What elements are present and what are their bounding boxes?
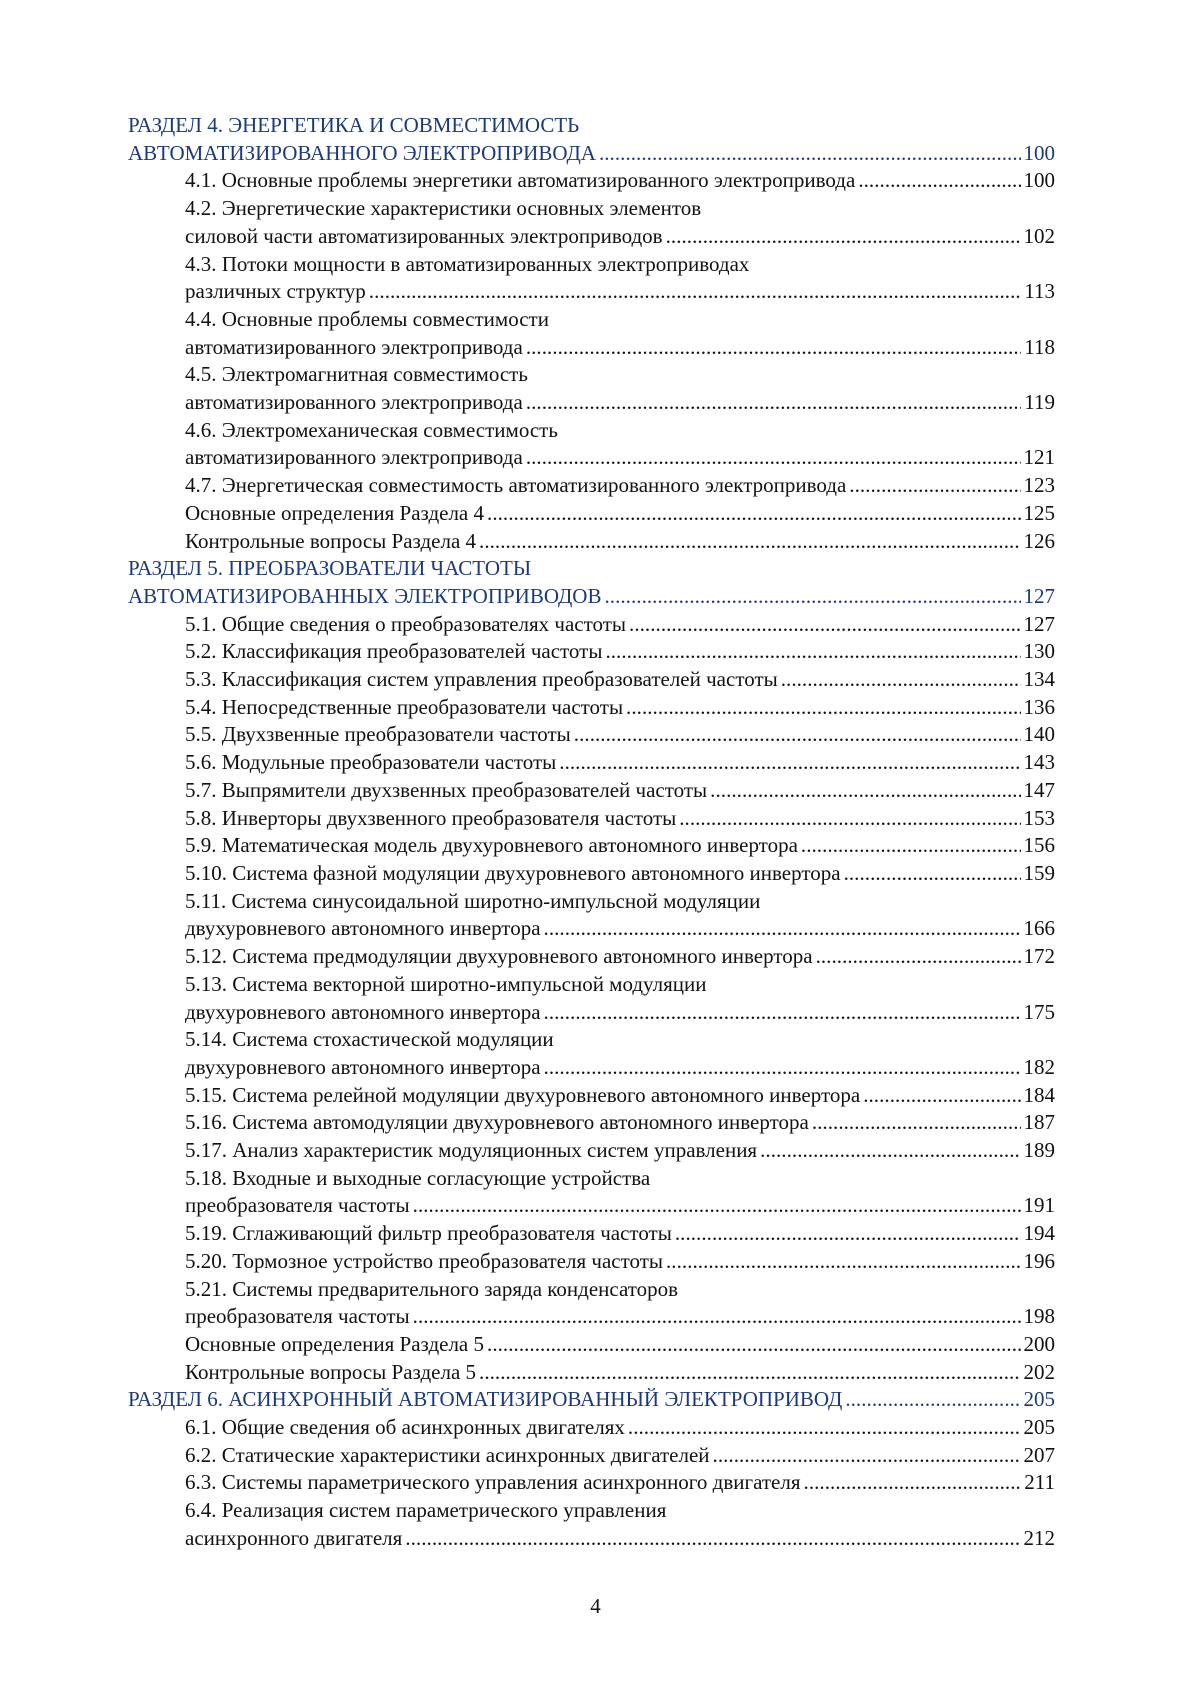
toc-entry-title-line: 5.21. Системы предварительного заряда конденсаторов (185, 1276, 679, 1301)
toc-entry-leader-row (185, 805, 1055, 833)
dot-leader (863, 1082, 1020, 1110)
toc-subsection-entry[interactable] (128, 1220, 1055, 1248)
toc-subsection-entry[interactable] (128, 611, 1055, 639)
toc-entry-leader-row (185, 666, 1055, 694)
toc-entry-title-line: 4.1. Основные проблемы энергетики автоматизированного электропривода (185, 168, 856, 193)
toc-entry-title-line: 5.19. Сглаживающий фильтр преобразователя частоты (185, 1221, 672, 1246)
toc-entry-title-line: 6.4. Реализация систем параметрического управления (185, 1498, 667, 1523)
toc-entry-title-line: РАЗДЕЛ 6. АСИНХРОННЫЙ АВТОМАТИЗИРОВАННЫЙ ЭЛЕКТРОПРИВОД (128, 1387, 843, 1412)
toc-entry-title-line: 5.18. Входные и выходные согласующие устройства (185, 1165, 651, 1190)
toc-subsection-entry[interactable] (128, 417, 1055, 472)
toc-subsection-entry[interactable] (128, 1331, 1055, 1359)
toc-entry-title-line: АВТОМАТИЗИРОВАННОГО ЭЛЕКТРОПРИВОДА (128, 140, 596, 165)
toc-page-number: 202 (1023, 1359, 1055, 1384)
toc-entry-title-line: 5.13. Система векторной широтно-импульсной модуляции (185, 971, 707, 996)
page-number: 4 (590, 1594, 601, 1618)
dot-leader (628, 1414, 1021, 1442)
toc-subsection-entry[interactable] (128, 500, 1055, 528)
toc-subsection-entry[interactable] (128, 666, 1055, 694)
dot-leader (604, 583, 1020, 611)
toc-subsection-entry[interactable] (128, 1137, 1055, 1165)
toc-entry-title-line: АВТОМАТИЗИРОВАННЫХ ЭЛЕКТРОПРИВОДОВ (128, 583, 602, 608)
toc-page-number: 212 (1023, 1525, 1055, 1550)
toc-entry-title-line: 5.10. Система фазной модуляции двухуровневого автономного инвертора (185, 860, 841, 885)
dot-leader (487, 1331, 1020, 1359)
toc-subsection-entry[interactable] (128, 1109, 1055, 1137)
toc-entry-title-line: 5.3. Классификация систем управления преобразователей частоты (185, 667, 778, 692)
toc-entry-leader-row (185, 223, 1055, 251)
toc-entry-title-line: автоматизированного электропривода (185, 390, 523, 415)
toc-entry-title-line: автоматизированного электропривода (185, 445, 523, 470)
toc-entry-leader-row (185, 1082, 1055, 1110)
toc-entry-title-line: различных структур (185, 279, 366, 304)
dot-leader (816, 943, 1021, 971)
toc-subsection-entry[interactable] (128, 694, 1055, 722)
toc-page-number: 140 (1023, 722, 1055, 747)
dot-leader (599, 140, 1021, 168)
toc-entry-title-line: 5.16. Система автомодуляции двухуровневого автономного инвертора (185, 1110, 809, 1135)
toc-page-number: 211 (1024, 1470, 1055, 1495)
toc-subsection-entry[interactable] (128, 1082, 1055, 1110)
toc-section-entry[interactable] (128, 555, 1055, 610)
toc-entry-leader-row (128, 583, 1055, 611)
toc-subsection-entry[interactable] (128, 888, 1055, 943)
dot-leader (666, 223, 1021, 251)
toc-entry-title-line: 5.8. Инверторы двухзвенного преобразователя частоты (185, 805, 677, 830)
dot-leader (858, 167, 1020, 195)
toc-page-number: 172 (1023, 944, 1055, 969)
toc-entry-leader-row (185, 1442, 1055, 1470)
toc-entry-title-line: 5.14. Система стохастической модуляции (185, 1027, 554, 1052)
toc-entry-leader-row (185, 749, 1055, 777)
toc-entry-leader-row (185, 389, 1055, 417)
toc-page-number: 130 (1023, 639, 1055, 664)
dot-leader (526, 444, 1021, 472)
toc-subsection-entry[interactable] (128, 1026, 1055, 1081)
toc-entry-title-line: Контрольные вопросы Раздела 5 (185, 1359, 477, 1384)
toc-entry-leader-row (185, 1109, 1055, 1137)
toc-subsection-entry[interactable] (128, 472, 1055, 500)
dot-leader (666, 1248, 1021, 1276)
dot-leader (574, 721, 1021, 749)
dot-leader (844, 860, 1021, 888)
toc-entry-title-line: 5.6. Модульные преобразователи частоты (185, 750, 557, 775)
dot-leader (626, 694, 1020, 722)
dot-leader (629, 611, 1020, 639)
toc-entry-title-line: 5.4. Непосредственные преобразователи частоты (185, 694, 624, 719)
toc-page-number: 194 (1023, 1221, 1055, 1246)
toc-page-number: 184 (1023, 1082, 1055, 1107)
toc-entry-leader-row (185, 472, 1055, 500)
toc-entry-title-line: 5.17. Анализ характеристик модуляционных систем управления (185, 1138, 758, 1163)
toc-subsection-entry[interactable] (128, 749, 1055, 777)
toc-page-number: 198 (1023, 1304, 1055, 1329)
toc-subsection-entry[interactable] (128, 306, 1055, 361)
toc-entry-leader-row (185, 943, 1055, 971)
toc-entry-title-line: 5.1. Общие сведения о преобразователях частоты (185, 611, 627, 636)
toc-entry-leader-row (185, 1192, 1055, 1220)
toc-subsection-entry[interactable] (128, 1359, 1055, 1387)
toc-page-number: 136 (1023, 694, 1055, 719)
toc-entry-title-line: 6.2. Статические характеристики асинхронных двигателей (185, 1442, 710, 1467)
toc-entry-leader-row (185, 694, 1055, 722)
toc-page-number: 147 (1023, 777, 1055, 802)
toc-page-number: 189 (1023, 1138, 1055, 1163)
toc-subsection-entry[interactable] (128, 805, 1055, 833)
toc-entry-leader-row (185, 1414, 1055, 1442)
toc-subsection-entry[interactable] (128, 638, 1055, 666)
toc-entry-title-line: 4.6. Электромеханическая совместимость (185, 417, 558, 442)
toc-entry-title-line: 5.12. Система предмодуляции двухуровневого автономного инвертора (185, 944, 813, 969)
toc-page-number: 113 (1024, 279, 1055, 304)
dot-leader (544, 999, 1021, 1027)
toc-page-number: 175 (1023, 999, 1055, 1024)
dot-leader (479, 1359, 1020, 1387)
dot-leader (713, 1442, 1021, 1470)
toc-page-number: 159 (1023, 860, 1055, 885)
toc-page-number: 182 (1023, 1054, 1055, 1079)
dot-leader (479, 528, 1020, 556)
dot-leader (849, 472, 1020, 500)
toc-page-number: 121 (1023, 445, 1055, 470)
toc-section-entry[interactable] (128, 112, 1055, 167)
toc-entry-title-line: 5.5. Двухзвенные преобразователи частоты (185, 722, 571, 747)
toc-page-number: 207 (1023, 1442, 1055, 1467)
toc-section-entry[interactable] (128, 1386, 1055, 1414)
toc-entry-title-line: РАЗДЕЛ 4. ЭНЕРГЕТИКА И СОВМЕСТИМОСТЬ (128, 113, 580, 137)
dot-leader (487, 500, 1020, 528)
toc-entry-leader-row (185, 1248, 1055, 1276)
toc-subsection-entry[interactable] (128, 251, 1055, 306)
toc-subsection-entry[interactable] (128, 721, 1055, 749)
toc-entry-leader-row (185, 611, 1055, 639)
toc-subsection-entry[interactable] (128, 195, 1055, 250)
toc-page-number: 102 (1023, 223, 1055, 248)
toc-entry-title-line: автоматизированного электропривода (185, 334, 523, 359)
toc-subsection-entry[interactable] (128, 361, 1055, 416)
dot-leader (544, 1054, 1021, 1082)
toc-entry-title-line: двухуровневого автономного инвертора (185, 916, 541, 941)
dot-leader (804, 1469, 1022, 1497)
dot-leader (812, 1109, 1021, 1137)
toc-subsection-entry[interactable] (128, 528, 1055, 556)
toc-subsection-entry[interactable] (128, 943, 1055, 971)
toc-entry-leader-row (185, 528, 1055, 556)
toc-subsection-entry[interactable] (128, 1469, 1055, 1497)
dot-leader (801, 832, 1021, 860)
toc-page-number: 127 (1023, 611, 1055, 636)
toc-entry-title-line: 4.7. Энергетическая совместимость автоматизированного электропривода (185, 473, 847, 498)
dot-leader (760, 1137, 1020, 1165)
dot-leader (781, 666, 1021, 694)
toc-page-number: 125 (1023, 500, 1055, 525)
toc-entry-title-line: двухуровневого автономного инвертора (185, 999, 541, 1024)
toc-entry-title-line: 4.2. Энергетические характеристики основных элементов (185, 196, 702, 221)
toc-entry-leader-row (185, 915, 1055, 943)
table-of-contents (128, 112, 1055, 1553)
toc-page-number: 127 (1023, 583, 1055, 608)
toc-entry-title-line: преобразователя частоты (185, 1304, 410, 1329)
toc-entry-title-line: 5.20. Тормозное устройство преобразователя частоты (185, 1248, 663, 1273)
toc-page-number: 123 (1023, 473, 1055, 498)
toc-entry-title-line: 5.7. Выпрямители двухзвенных преобразователей частоты (185, 777, 708, 802)
toc-entry-title-line: силовой части автоматизированных электроприводов (185, 223, 663, 248)
toc-entry-leader-row (185, 1359, 1055, 1387)
dot-leader (413, 1192, 1021, 1220)
toc-page-number: 126 (1023, 528, 1055, 553)
toc-page-number: 200 (1023, 1331, 1055, 1356)
toc-entry-title-line: 4.4. Основные проблемы совместимости (185, 306, 549, 331)
toc-entry-title-line: Контрольные вопросы Раздела 4 (185, 528, 477, 553)
toc-page-number: 187 (1023, 1110, 1055, 1135)
toc-entry-leader-row (185, 500, 1055, 528)
dot-leader (413, 1303, 1021, 1331)
dot-leader (605, 638, 1020, 666)
toc-page-number: 100 (1023, 168, 1055, 193)
toc-entry-leader-row (185, 1054, 1055, 1082)
toc-subsection-entry[interactable] (128, 1442, 1055, 1470)
toc-subsection-entry[interactable] (128, 860, 1055, 888)
dot-leader (526, 389, 1021, 417)
dot-leader (559, 749, 1020, 777)
toc-entry-title-line: 5.9. Математическая модель двухуровневого автономного инвертора (185, 833, 798, 858)
toc-entry-leader-row (185, 721, 1055, 749)
toc-subsection-entry[interactable] (128, 167, 1055, 195)
toc-page-number: 134 (1023, 667, 1055, 692)
toc-page-number: 100 (1023, 140, 1055, 165)
toc-entry-leader-row (185, 444, 1055, 472)
toc-entry-title-line: двухуровневого автономного инвертора (185, 1054, 541, 1079)
dot-leader (679, 805, 1020, 833)
dot-leader (526, 334, 1021, 362)
toc-page-number: 156 (1023, 833, 1055, 858)
toc-entry-leader-row (128, 140, 1055, 168)
toc-subsection-entry[interactable] (128, 777, 1055, 805)
toc-page-number: 205 (1023, 1387, 1055, 1412)
toc-entry-leader-row (185, 832, 1055, 860)
toc-entry-title-line: асинхронного двигателя (185, 1525, 403, 1550)
dot-leader (405, 1525, 1020, 1553)
toc-entry-leader-row (185, 1469, 1055, 1497)
toc-subsection-entry[interactable] (128, 1276, 1055, 1331)
toc-entry-title-line: 5.11. Система синусоидальной широтно-импульсной модуляции (185, 888, 761, 913)
toc-entry-leader-row (185, 1137, 1055, 1165)
toc-page-number: 153 (1023, 805, 1055, 830)
toc-subsection-entry[interactable] (128, 1248, 1055, 1276)
dot-leader (369, 278, 1021, 306)
toc-entry-title-line: преобразователя частоты (185, 1193, 410, 1218)
toc-entry-leader-row (185, 167, 1055, 195)
toc-entry-title-line: 5.15. Система релейной модуляции двухуровневого автономного инвертора (185, 1082, 861, 1107)
dot-leader (710, 777, 1020, 805)
toc-entry-title-line: Основные определения Раздела 5 (185, 1331, 485, 1356)
toc-entry-title-line: 6.1. Общие сведения об асинхронных двигателях (185, 1415, 625, 1440)
toc-entry-title-line: 4.3. Потоки мощности в автоматизированных электроприводах (185, 251, 750, 276)
toc-subsection-entry[interactable] (128, 832, 1055, 860)
toc-page-number: 205 (1023, 1415, 1055, 1440)
toc-subsection-entry[interactable] (128, 1165, 1055, 1220)
toc-entry-leader-row (185, 1525, 1055, 1553)
toc-entry-title-line: 6.3. Системы параметрического управления асинхронного двигателя (185, 1470, 801, 1495)
toc-entry-title-line: 5.2. Классификация преобразователей частоты (185, 639, 603, 664)
toc-subsection-entry[interactable] (128, 1497, 1055, 1552)
toc-subsection-entry[interactable] (128, 971, 1055, 1026)
toc-subsection-entry[interactable] (128, 1414, 1055, 1442)
toc-entry-title-line: Основные определения Раздела 4 (185, 500, 485, 525)
toc-entry-title-line: РАЗДЕЛ 5. ПРЕОБРАЗОВАТЕЛИ ЧАСТОТЫ (128, 556, 532, 581)
toc-page-number: 166 (1023, 916, 1055, 941)
toc-entry-leader-row (185, 1220, 1055, 1248)
toc-entry-leader-row (185, 278, 1055, 306)
toc-page-number: 118 (1024, 334, 1055, 359)
toc-entry-leader-row (128, 1386, 1055, 1414)
toc-page-number: 191 (1023, 1193, 1055, 1218)
toc-page-number: 119 (1024, 390, 1055, 415)
toc-page-number: 143 (1023, 750, 1055, 775)
toc-page-number: 196 (1023, 1248, 1055, 1273)
toc-entry-leader-row (185, 777, 1055, 805)
toc-entry-leader-row (185, 999, 1055, 1027)
toc-entry-leader-row (185, 860, 1055, 888)
toc-entry-leader-row (185, 334, 1055, 362)
dot-leader (845, 1386, 1020, 1414)
dot-leader (675, 1220, 1021, 1248)
toc-entry-leader-row (185, 638, 1055, 666)
toc-entry-leader-row (185, 1303, 1055, 1331)
dot-leader (544, 915, 1021, 943)
toc-entry-leader-row (185, 1331, 1055, 1359)
toc-entry-title-line: 4.5. Электромагнитная совместимость (185, 362, 528, 387)
